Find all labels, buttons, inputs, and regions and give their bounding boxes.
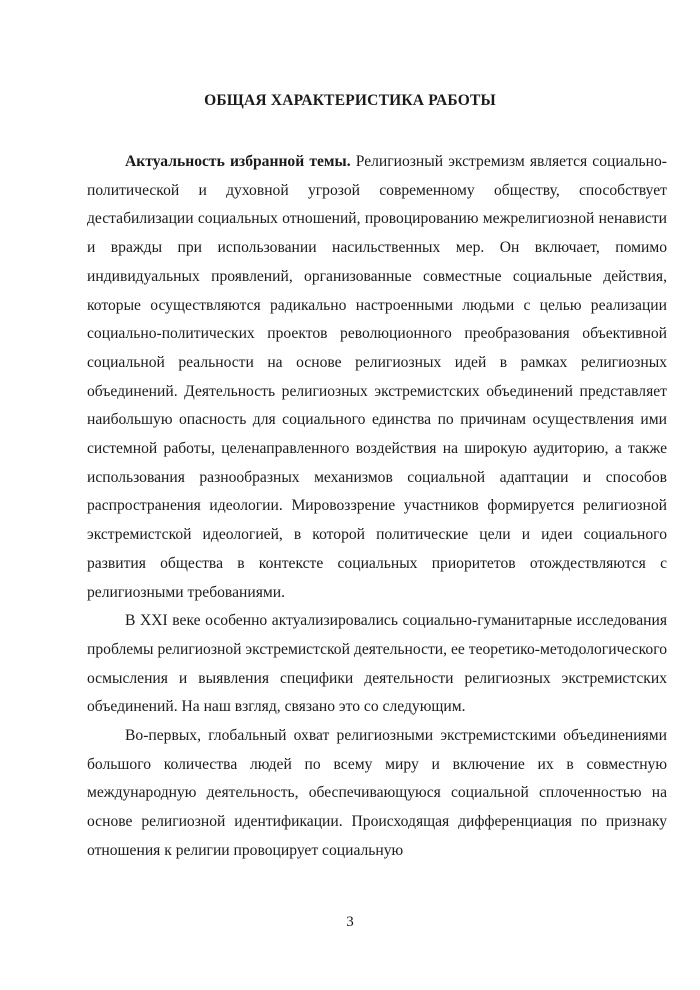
- paragraph-text: Религиозный экстремизм является социально-политической и духовной угрозой современному обществу, способствует дестабилизации социальных отношений, провоцированию межрелигиозной ненависти и вражды при использовании насильственных мер. Он включает, помимо индивидуальных проявлений, организованные совместные социальные действия, которые осуществляются радикально настроенными людьми с целью реализации социально-политических проектов революционного преобразования объективной социальной реальности на основе религиозных идей в рамках религиозных объединений. Деятельность религиозных экстремистских объединений представляет наибольшую опасность для социального единства по причинам осуществления ими системной работы, целенаправленного воздействия на широкую аудиторию, а также использования разнообразных механизмов социальной адаптации и способов распространения идеологии. Мировоззрение участников формируется религиозной экстремистской идеологией, в которой политические цели и идеи социального развития общества в контексте социальных приоритетов отождествляются с религиозными требованиями.: [87, 153, 667, 601]
- paragraph-lead: Актуальность избранной темы.: [125, 153, 351, 170]
- paragraph-relevance: [87, 148, 667, 607]
- paragraph-xxi-century: В XXI веке особенно актуализировались социально-гуманитарные исследования проблемы религиозной экстремистской деятельности, ее теоретико-методологического осмысления и выявления специфики деятельности религиозных экстремистских объединений. На наш взгляд, связано это со следующим.: [87, 612, 667, 716]
- paragraph-firstly: Во-первых, глобальный охват религиозными экстремистскими объединениями большого количества людей по всему миру и включение их в совместную международную деятельность, обеспечивающуюся социальной сплоченностью на основе религиозной идентификации. Происходящая дифференциация по признаку отношения к религии провоцирует социальную: [87, 727, 667, 859]
- body-text: [87, 148, 667, 866]
- section-title: ОБЩАЯ ХАРАКТЕРИСТИКА РАБОТЫ: [204, 92, 496, 109]
- page-number: 3: [346, 914, 354, 930]
